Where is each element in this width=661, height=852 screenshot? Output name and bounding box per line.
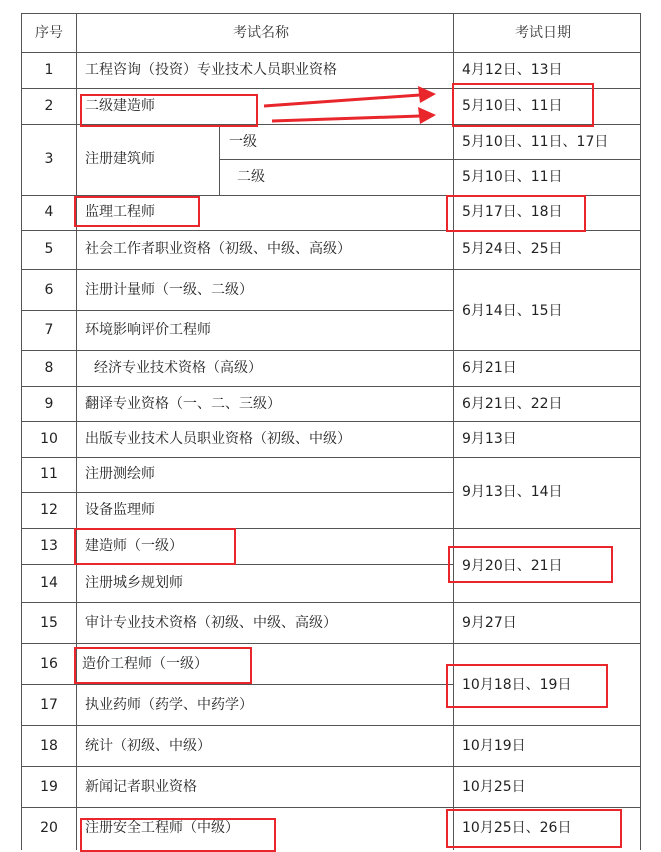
row-name: 社会工作者职业资格（初级、中级、高级） <box>85 241 351 257</box>
row-name: 注册计量师（一级、二级） <box>85 282 253 298</box>
row-name: 注册城乡规划师 <box>85 575 183 591</box>
row-name: 二级建造师 <box>85 98 155 114</box>
row-name: 新闻记者职业资格 <box>85 779 197 795</box>
row-seq: 10 <box>40 431 58 447</box>
row-seq: 14 <box>40 575 58 591</box>
row-date: 4月12日、13日 <box>462 62 563 78</box>
row-seq: 9 <box>44 396 54 412</box>
arrowhead <box>418 86 436 103</box>
row-seq: 13 <box>40 538 58 554</box>
row-date: 5月10日、11日、17日 <box>462 134 609 150</box>
row-name: 环境影响评价工程师 <box>85 322 211 338</box>
row-date: 10月19日 <box>462 738 526 754</box>
row-seq: 4 <box>44 204 54 220</box>
row-seq: 16 <box>40 656 58 672</box>
row-name: 翻译专业资格（一、二、三级） <box>85 396 281 412</box>
row-name: 设备监理师 <box>85 502 155 518</box>
row-seq: 6 <box>44 282 54 298</box>
row-name: 出版专业技术人员职业资格（初级、中级） <box>85 431 351 447</box>
row-date: 5月24日、25日 <box>462 241 563 257</box>
row-name: 造价工程师（一级） <box>82 656 208 672</box>
row-seq: 19 <box>40 779 58 795</box>
row-seq: 17 <box>40 697 58 713</box>
row-date: 9月20日、21日 <box>462 558 563 574</box>
row-name: 经济专业技术资格（高级） <box>94 360 262 376</box>
row-date: 5月10日、11日 <box>462 98 563 114</box>
row-date: 9月13日 <box>462 431 517 447</box>
row-date: 6月14日、15日 <box>462 303 563 319</box>
row-name: 工程咨询（投资）专业技术人员职业资格 <box>85 62 337 78</box>
header-date: 考试日期 <box>515 25 571 41</box>
row-seq: 15 <box>40 615 58 631</box>
row-date: 6月21日、22日 <box>462 396 563 412</box>
header-name: 考试名称 <box>233 25 289 41</box>
arrow-line <box>264 95 420 106</box>
row-seq: 2 <box>44 98 54 114</box>
row-date: 9月27日 <box>462 615 517 631</box>
row-date: 10月25日 <box>462 779 526 795</box>
row-date: 5月10日、11日 <box>462 169 563 185</box>
row-seq: 12 <box>40 502 58 518</box>
row-date: 10月18日、19日 <box>462 677 572 693</box>
row-seq: 11 <box>40 466 58 482</box>
row-seq: 20 <box>40 820 58 836</box>
row-date: 6月21日 <box>462 360 517 376</box>
row-name: 审计专业技术资格（初级、中级、高级） <box>85 615 337 631</box>
row-seq: 18 <box>40 738 58 754</box>
row-name: 建造师（一级） <box>85 538 183 554</box>
row-name: 注册测绘师 <box>85 466 155 482</box>
row-seq: 7 <box>44 322 54 338</box>
row-seq: 8 <box>44 360 54 376</box>
row-seq: 1 <box>44 62 54 78</box>
arrowhead <box>418 107 436 124</box>
row-seq: 5 <box>44 241 54 257</box>
row-name: 注册安全工程师（中级） <box>85 820 239 836</box>
row-name: 统计（初级、中级） <box>85 738 211 754</box>
row-name: 注册建筑师 <box>85 151 155 167</box>
sub-level: 二级 <box>237 169 265 185</box>
row-date: 9月13日、14日 <box>462 484 563 500</box>
row-name: 执业药师（药学、中药学） <box>85 697 253 713</box>
row-date: 5月17日、18日 <box>462 204 563 220</box>
header-seq: 序号 <box>35 25 63 41</box>
row-seq: 3 <box>44 151 54 167</box>
row-name: 监理工程师 <box>85 204 155 220</box>
row-date: 10月25日、26日 <box>462 820 572 836</box>
sub-level: 一级 <box>229 134 257 150</box>
arrow-line <box>272 116 420 121</box>
